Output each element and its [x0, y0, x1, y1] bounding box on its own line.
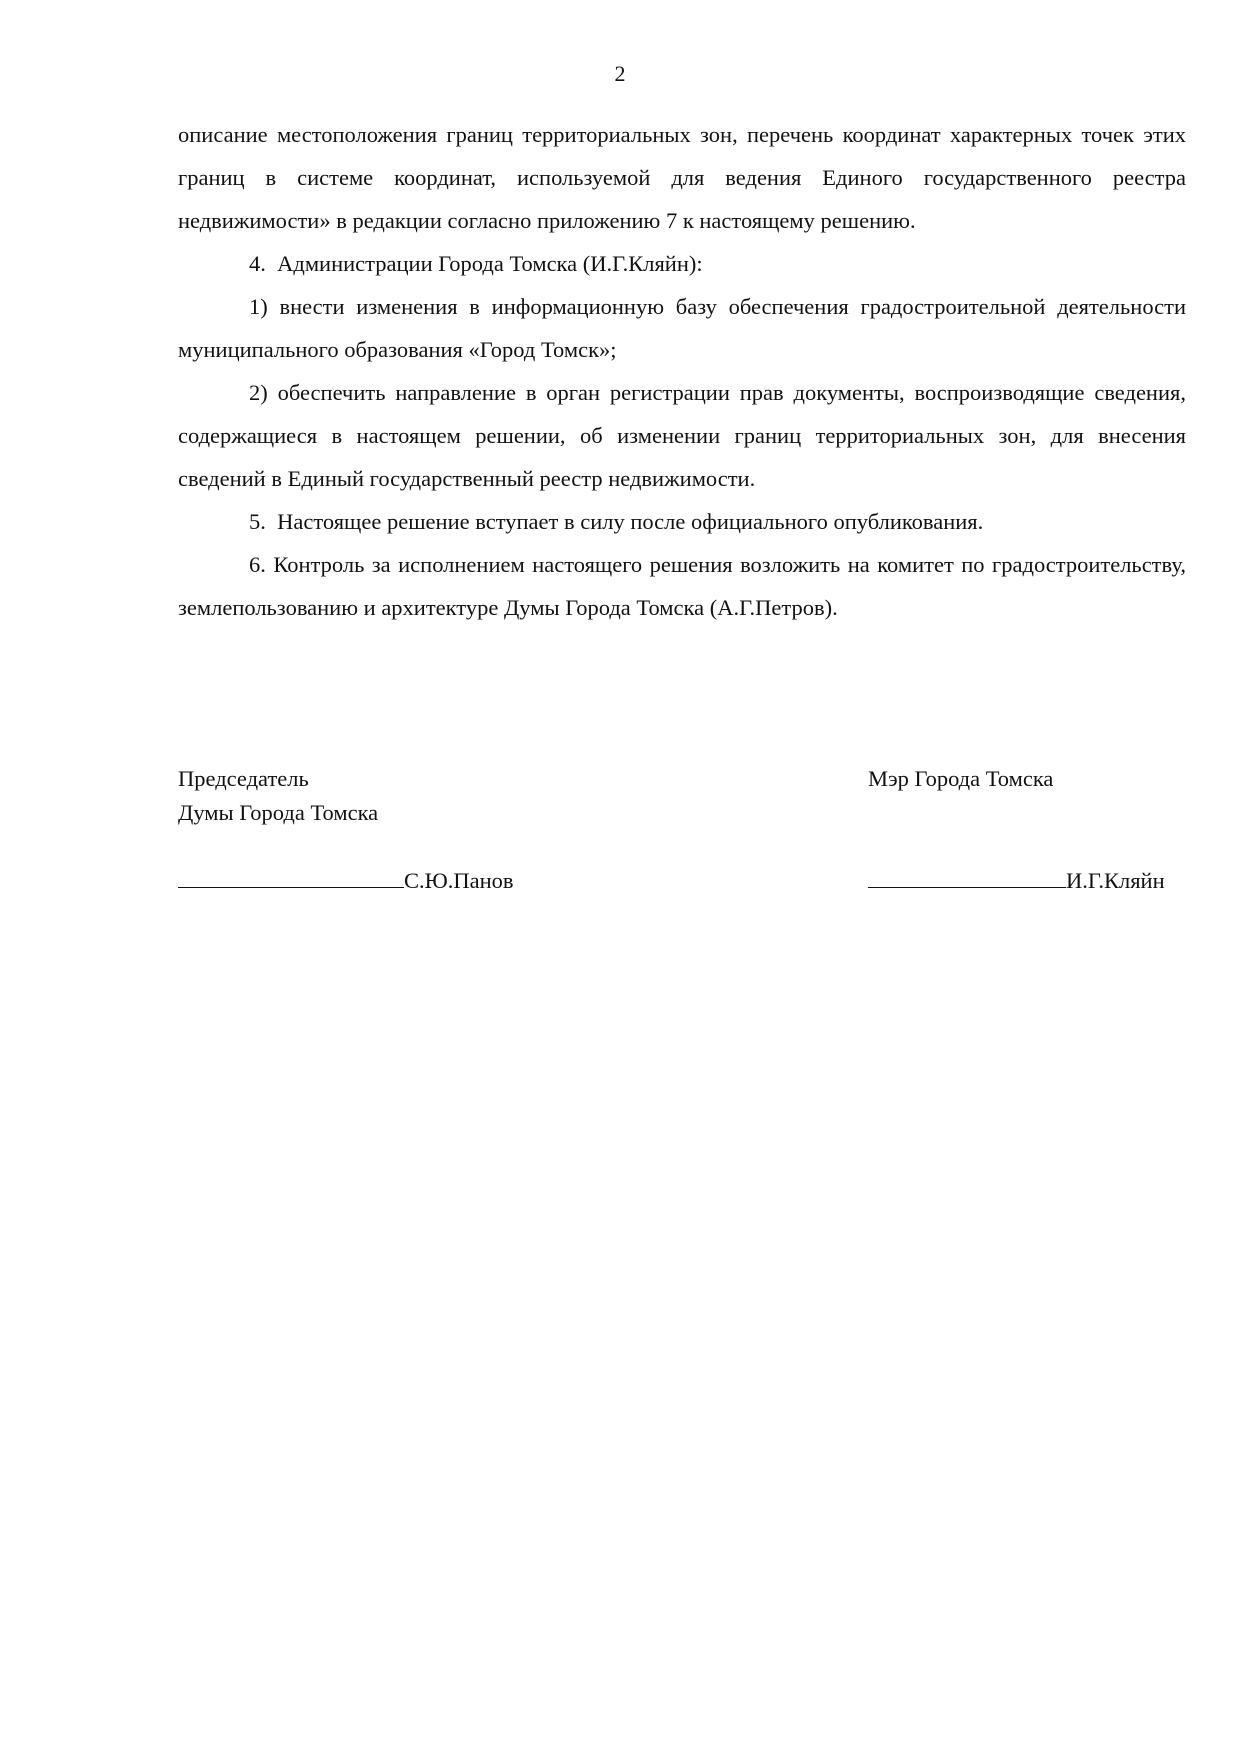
chairman-name: С.Ю.Панов: [404, 868, 514, 893]
signature-underline: [868, 861, 1066, 888]
paragraph-continuation: описание местоположения границ территориальных зон, перечень координат характерных точек этих границ в системе координат, используемой для ведения Единого государственного реестра недвижимости» в редакции согласно приложению 7 к настоящему решению.: [178, 122, 1186, 233]
paragraph-subitem-1: 1) внести изменения в информационную базу обеспечения градостроительной деятельности муниципального образования «Город Томск»;: [178, 294, 1186, 362]
chairman-signature-line: [178, 861, 514, 898]
chairman-signature: [178, 762, 514, 898]
paragraph-item-6: 6. Контроль за исполнением настоящего решения возложить на комитет по градостроительству, землепользованию и архитектуре Думы Города Томска (А.Г.Петров).: [178, 552, 1186, 620]
mayor-name: И.Г.Кляйн: [1066, 868, 1165, 893]
chairman-title-line1: Председатель: [178, 766, 309, 791]
page-number: 2: [614, 61, 626, 86]
mayor-title: Мэр Города Томска: [868, 766, 1054, 791]
signature-underline: [178, 861, 404, 888]
paragraph-subitem-2: 2) обеспечить направление в орган регистрации прав документы, воспроизводящие сведения, содержащиеся в настоящем решении, об изменении границ территориальных зон, для внесения сведений в Единый государственный реестр недвижимости.: [178, 380, 1186, 491]
mayor-signature: [868, 762, 1186, 898]
chairman-title-line2: Думы Города Томска: [178, 800, 379, 825]
document-body: [178, 113, 1186, 629]
paragraph-item-4: 4. Администрации Города Томска (И.Г.Кляйн):: [249, 251, 703, 276]
mayor-signature-line: [868, 861, 1186, 898]
paragraph-item-5: 5. Настоящее решение вступает в силу после официального опубликования.: [249, 509, 984, 534]
